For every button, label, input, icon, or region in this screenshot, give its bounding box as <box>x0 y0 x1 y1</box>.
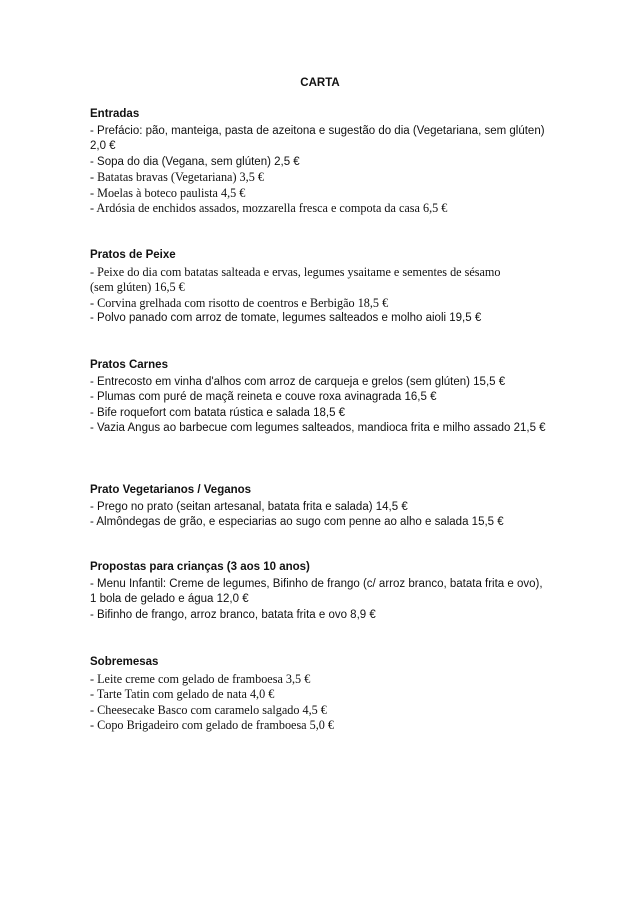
menu-item: - Batatas bravas (Vegetariana) 3,5 € <box>90 170 264 184</box>
menu-item: - Copo Brigadeiro com gelado de framboesa 5,0 € <box>90 718 335 732</box>
section-pratos-de-peixe <box>90 248 620 327</box>
section-pratos-vegetarianos <box>90 483 620 531</box>
page-title: CARTA <box>300 77 340 89</box>
menu-item: - Bifinho de frango, arroz branco, batata frita e ovo 8,9 € <box>90 608 376 621</box>
menu-item: - Peixe do dia com batatas salteada e ervas, legumes ysaitame e sementes de sésamo <box>90 264 501 279</box>
menu-item-price: (sem glúten) 16,5 € <box>90 280 185 294</box>
menu-item: - Almôndegas de grão, e especiarias ao sugo com penne ao alho e salada 15,5 € <box>90 516 504 528</box>
menu-item-price: 1 bola de gelado e água 12,0 € <box>90 593 249 605</box>
section-sobremesas <box>90 655 620 734</box>
menu-item: - Entrecosto em vinha d'alhos com arroz de carqueja e grelos (sem glúten) 15,5 € <box>90 375 506 388</box>
menu-item: - Ardósia de enchidos assados, mozzarella fresca e compota da casa 6,5 € <box>90 201 448 215</box>
menu-item: - Bife roquefort com batata rústica e salada 18,5 € <box>90 406 346 419</box>
section-heading: Propostas para crianças (3 aos 10 anos) <box>90 561 310 573</box>
menu-item: - Moelas à boteco paulista 4,5 € <box>90 185 246 200</box>
section-heading: Pratos de Peixe <box>90 249 176 261</box>
menu-item: - Prego no prato (seitan artesanal, batata frita e salada) 14,5 € <box>90 500 408 513</box>
menu-item-price: 2,0 € <box>90 140 116 152</box>
menu-item: - Polvo panado com arroz de tomate, legumes salteados e molho aioli 19,5 € <box>90 312 482 324</box>
section-pratos-carnes <box>90 358 620 437</box>
section-heading: Sobremesas <box>90 656 159 668</box>
menu-item: - Tarte Tatin com gelado de nata 4,0 € <box>90 687 275 701</box>
section-heading: Pratos Carnes <box>90 359 168 371</box>
menu-item: - Corvina grelhada com risotto de coentros e Berbigão 18,5 € <box>90 295 389 310</box>
menu-item: - Vazia Angus ao barbecue com legumes salteados, mandioca frita e milho assado 21,5 € <box>90 422 546 434</box>
menu-item: - Menu Infantil: Creme de legumes, Bifinho de frango (c/ arroz branco, batata frita e ovo), <box>90 577 543 590</box>
section-entradas <box>90 107 620 217</box>
menu-item: - Leite creme com gelado de framboesa 3,5 € <box>90 671 311 686</box>
section-propostas-criancas <box>90 560 620 623</box>
menu-item: - Sopa do dia (Vegana, sem glúten) 2,5 € <box>90 155 300 168</box>
menu-item: - Prefácio: pão, manteiga, pasta de azeitona e sugestão do dia (Vegetariana, sem glúten) <box>90 124 545 137</box>
section-heading: Entradas <box>90 108 140 120</box>
section-heading: Prato Vegetarianos / Veganos <box>90 484 252 496</box>
menu-item: - Plumas com puré de maçã reineta e couve roxa avinagrada 16,5 € <box>90 391 437 403</box>
menu-item: - Cheesecake Basco com caramelo salgado 4,5 € <box>90 702 327 717</box>
